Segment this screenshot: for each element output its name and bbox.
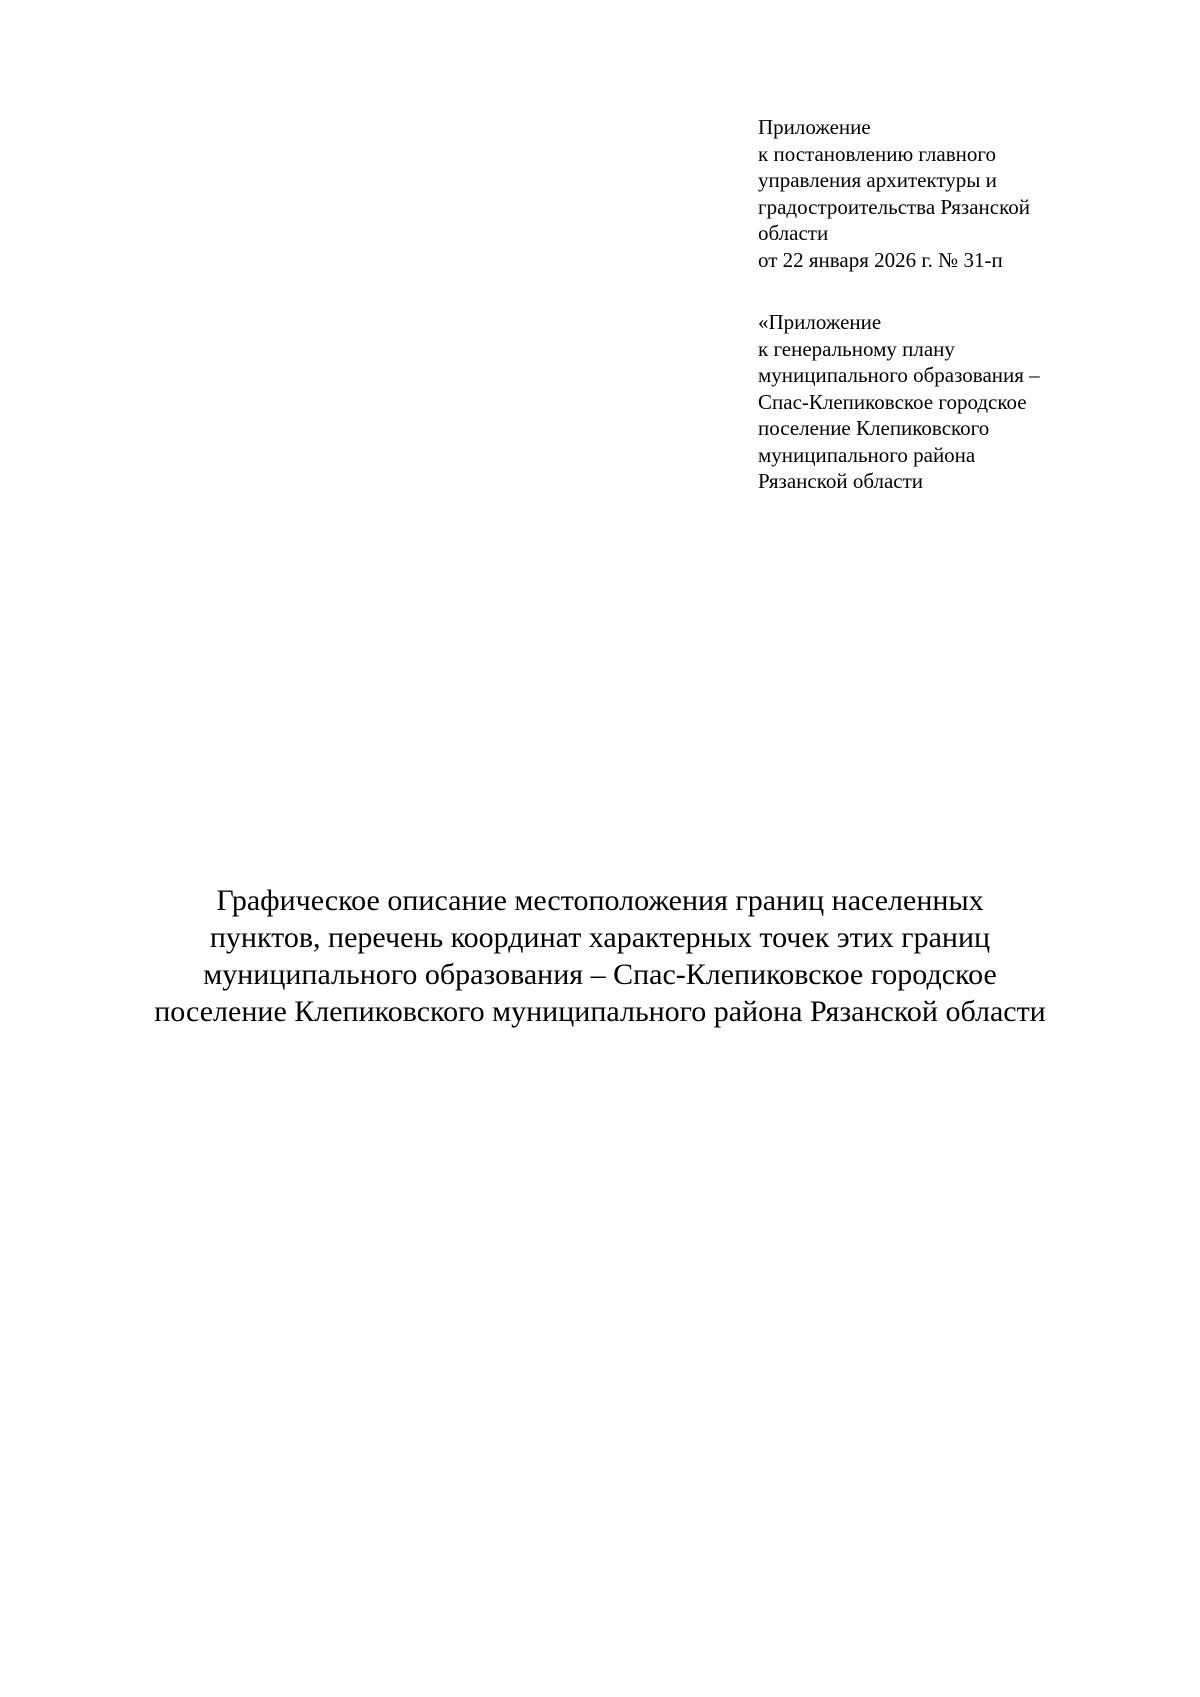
appendix-line: «Приложение — [758, 310, 882, 334]
appendix-line: муниципального образования – — [758, 363, 1040, 387]
title-line: поселение Клепиковского муниципального района Рязанской области — [154, 995, 1046, 1028]
appendix-line: муниципального района — [758, 442, 976, 467]
appendix-line: Приложение — [758, 115, 871, 139]
document-title — [0, 882, 1200, 1030]
appendix-line: градостроительства Рязанской — [758, 194, 1030, 219]
title-line: муниципального образования – Спас-Клепиковское городское — [203, 958, 997, 991]
title-line: Графическое описание местоположения границ населенных — [216, 884, 984, 917]
appendix-line: к генеральному плану — [758, 336, 955, 361]
title-line: пунктов, перечень координат характерных точек этих границ — [209, 921, 991, 954]
appendix-line: Спас-Клепиковское городское — [758, 389, 1027, 414]
appendix-resolution-header — [758, 114, 1158, 273]
appendix-line: управления архитектуры и — [758, 168, 997, 192]
appendix-general-plan-header — [758, 309, 1158, 495]
appendix-line: поселение Клепиковского — [758, 416, 990, 440]
appendix-line: области — [758, 221, 829, 245]
appendix-line: к постановлению главного — [758, 141, 996, 166]
appendix-date-number: от 22 января 2026 г. № 31-п — [758, 247, 1003, 272]
appendix-line: Рязанской области — [758, 469, 924, 493]
